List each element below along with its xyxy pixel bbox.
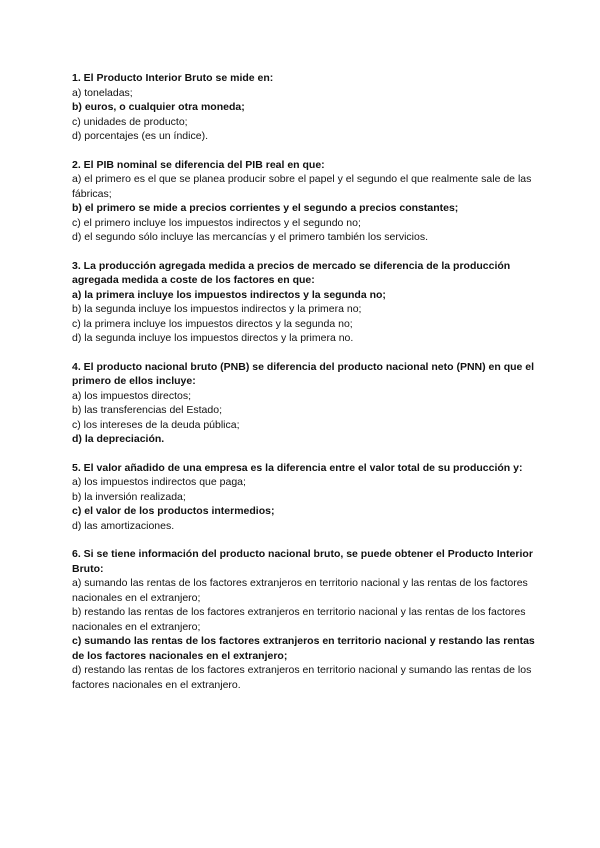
question-text: 6. Si se tiene información del producto nacional bruto, se puede obtener el Producto Interior Bruto: (72, 548, 533, 575)
question-text: 5. El valor añadido de una empresa es la diferencia entre el valor total de su producción y: (72, 461, 523, 474)
option-d: d) restando las rentas de los factores extranjeros en territorio nacional y sumando las rentas de los factores nacionales en el extranjero. (72, 664, 532, 691)
option-c: c) el valor de los productos intermedios; (72, 505, 275, 517)
question-text: 3. La producción agregada medida a precios de mercado se diferencia de la producción agregada medida a coste de los factores en que: (72, 259, 511, 286)
option-b: b) las transferencias del Estado; (72, 404, 222, 416)
question-5 (72, 461, 540, 534)
question-text: 2. El PIB nominal se diferencia del PIB real en que: (72, 158, 325, 171)
option-c: c) el primero incluye los impuestos indirectos y el segundo no; (72, 216, 361, 229)
question-3 (72, 259, 540, 346)
option-b: b) el primero se mide a precios corrientes y el segundo a precios constantes; (72, 202, 459, 214)
option-a: a) toneladas; (72, 86, 133, 99)
option-a: a) sumando las rentas de los factores extranjeros en territorio nacional y las rentas de los factores nacionales en el extranjero; (72, 577, 528, 604)
option-a: a) la primera incluye los impuestos indirectos y la segunda no; (72, 288, 386, 301)
question-text: 4. El producto nacional bruto (PNB) se diferencia del producto nacional neto (PNN) en que el primero de ellos incluye: (72, 360, 535, 387)
question-4 (72, 360, 540, 447)
option-a: a) los impuestos directos; (72, 389, 192, 402)
question-6 (72, 547, 540, 692)
option-c: c) sumando las rentas de los factores extranjeros en territorio nacional y restando las rentas de los factores nacionales en el extranjero; (72, 635, 535, 662)
option-b: b) restando las rentas de los factores extranjeros en territorio nacional y las rentas de los factores nacionales en el extranjero; (72, 606, 526, 633)
option-d: d) el segundo sólo incluye las mercancías y el primero también los servicios. (72, 231, 428, 243)
option-b: b) euros, o cualquier otra moneda; (72, 101, 245, 113)
option-a: a) el primero es el que se planea producir sobre el papel y el segundo el que realmente sale de las fábricas; (72, 173, 532, 200)
option-d: d) porcentajes (es un índice). (72, 130, 208, 142)
question-text: 1. El Producto Interior Bruto se mide en: (72, 72, 274, 84)
option-c: c) unidades de producto; (72, 115, 188, 128)
option-c: c) los intereses de la deuda pública; (72, 418, 240, 431)
option-b: b) la segunda incluye los impuestos indirectos y la primera no; (72, 303, 362, 315)
option-a: a) los impuestos indirectos que paga; (72, 476, 246, 488)
question-2 (72, 158, 540, 245)
option-d: d) la depreciación. (72, 433, 165, 445)
option-d: d) las amortizaciones. (72, 519, 175, 532)
option-b: b) la inversión realizada; (72, 490, 186, 503)
question-1 (72, 71, 540, 144)
option-c: c) la primera incluye los impuestos directos y la segunda no; (72, 317, 353, 330)
option-d: d) la segunda incluye los impuestos directos y la primera no. (72, 332, 354, 344)
